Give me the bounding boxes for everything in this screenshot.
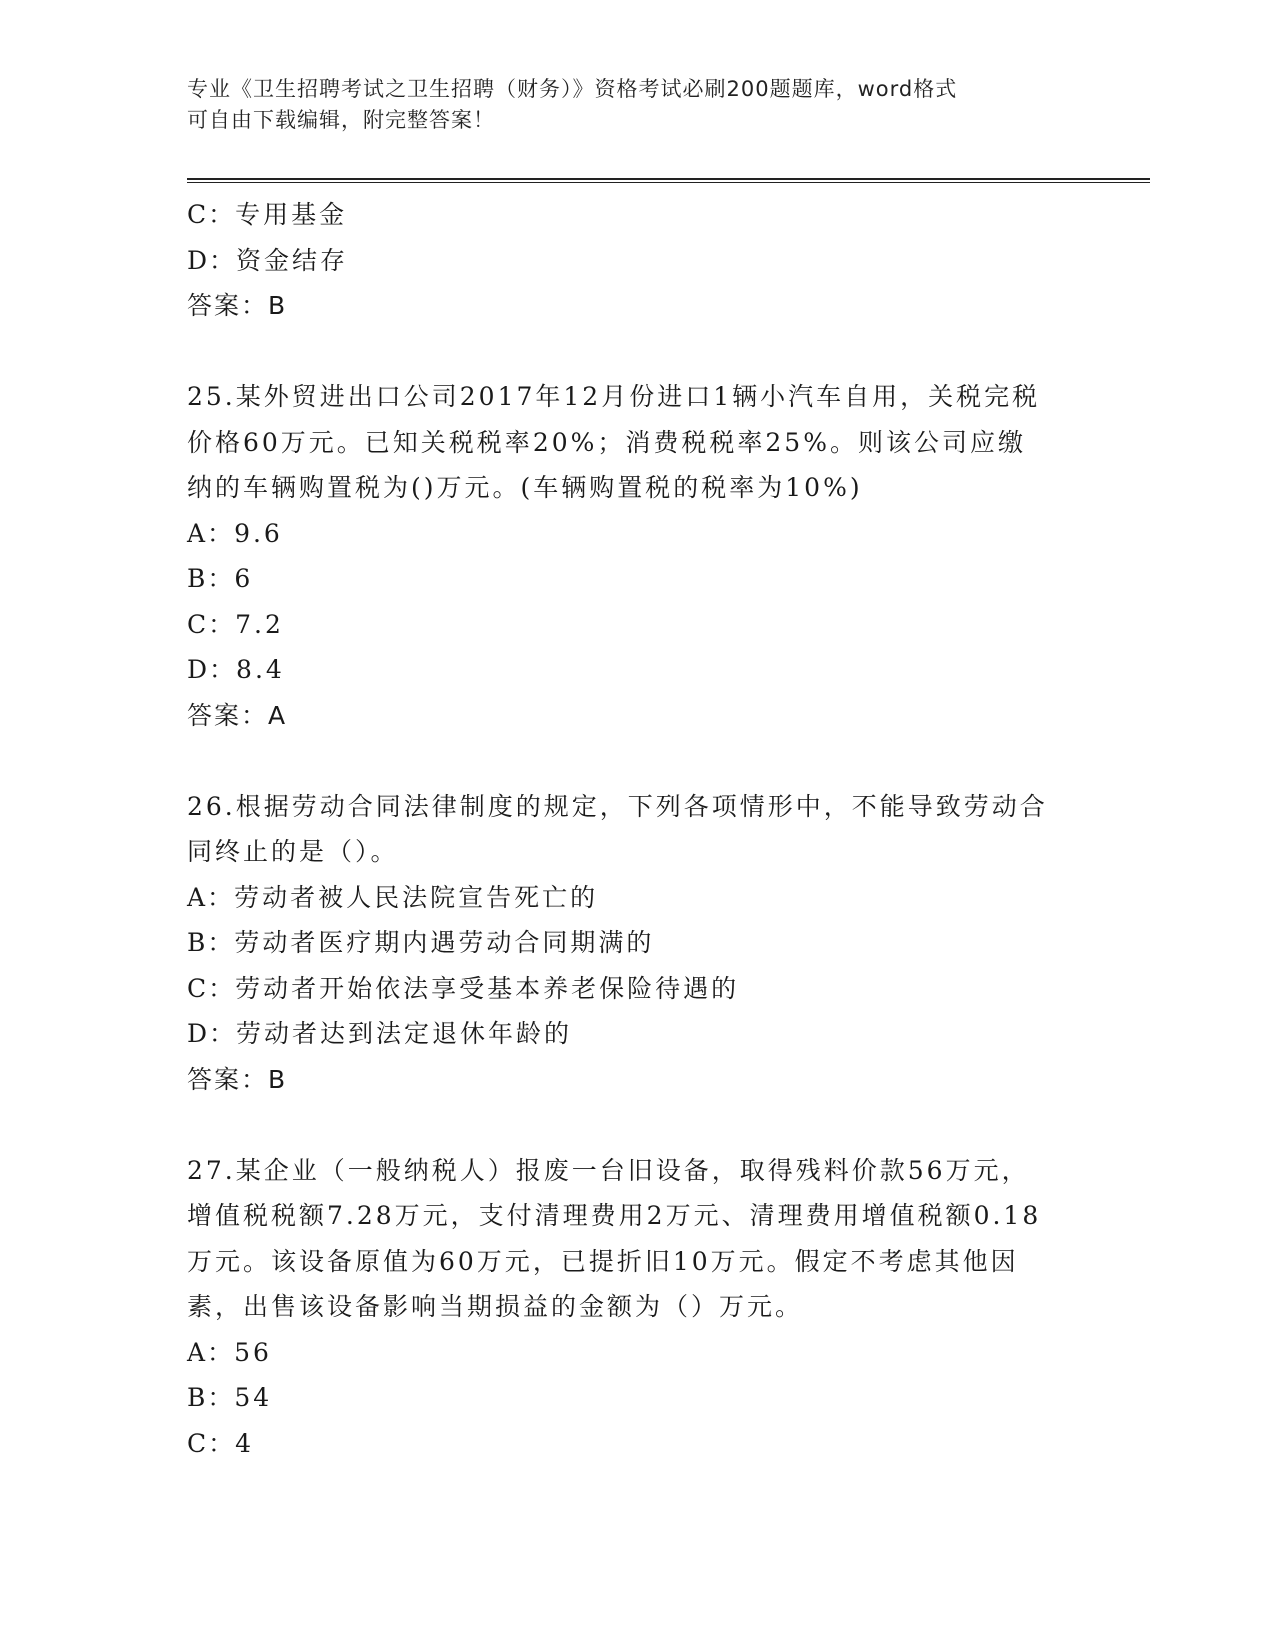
option-text: 4 — [235, 1428, 255, 1458]
option-line — [187, 238, 1087, 284]
option-line — [187, 1421, 1087, 1467]
option-line — [187, 1011, 1087, 1057]
question-stem-line: 增值税税额7.28万元，支付清理费用2万元、清理费用增值税额0.18 — [187, 1201, 1042, 1230]
header-line-2: 可自由下载编辑，附完整答案！ — [187, 108, 495, 132]
question-stem-line: 27.某企业（一般纳税人）报废一台旧设备，取得残料价款56万元， — [187, 1155, 1030, 1185]
header-line-1: 专业《卫生招聘考试之卫生招聘（财务）》资格考试必刷200题题库，word格式 — [187, 77, 958, 101]
option-label: B： — [187, 564, 235, 593]
spacer — [187, 1102, 1087, 1148]
option-label: C： — [187, 200, 236, 229]
option-label: D： — [187, 1019, 237, 1048]
option-text: 6 — [234, 564, 254, 593]
option-line — [187, 647, 1087, 693]
option-line — [187, 602, 1087, 648]
previous-question-tail — [187, 192, 1087, 329]
question-stem-line: 26.根据劳动合同法律制度的规定，下列各项情形中，不能导致劳动合 — [187, 791, 1048, 821]
option-text: 9.6 — [234, 518, 283, 548]
question-stem-line: 25.某外贸进出口公司2017年12月份进口1辆小汽车自用，关税完税 — [187, 382, 1041, 411]
option-text: 54 — [234, 1383, 273, 1412]
option-text: 劳动者达到法定退休年龄的 — [236, 1019, 573, 1048]
option-line — [187, 966, 1087, 1012]
option-line — [187, 875, 1087, 921]
option-text: 7.2 — [235, 609, 284, 639]
page-header — [187, 74, 1067, 136]
option-label: C： — [187, 973, 236, 1003]
option-line — [187, 1375, 1087, 1421]
option-line — [187, 1330, 1087, 1376]
answer-line: 答案：A — [187, 700, 288, 730]
question-stem-line: 价格60万元。已知关税税率20%；消费税税率25%。则该公司应缴 — [187, 427, 1026, 457]
spacer — [187, 738, 1087, 784]
option-label: D： — [187, 245, 237, 275]
question-stem-line: 素，出售该设备影响当期损益的金额为（）万元。 — [187, 1292, 804, 1321]
option-label: A： — [187, 882, 235, 912]
question-stem-line: 同终止的是（）。 — [187, 837, 399, 866]
option-text: 资金结存 — [236, 245, 349, 275]
option-text: 劳动者医疗期内遇劳动合同期满的 — [234, 928, 655, 957]
spacer — [187, 329, 1087, 375]
question-26 — [187, 784, 1087, 1103]
question-25 — [187, 374, 1087, 738]
option-label: A： — [187, 1337, 235, 1367]
question-content — [187, 192, 1087, 1466]
question-stem-line: 纳的车辆购置税为()万元。(车辆购置税的税率为10%) — [187, 473, 863, 502]
option-line — [187, 556, 1087, 602]
option-text: 56 — [234, 1337, 272, 1367]
option-text: 8.4 — [236, 655, 285, 684]
option-label: C： — [187, 1428, 236, 1458]
option-line — [187, 192, 1087, 238]
answer-line: 答案：B — [187, 291, 288, 320]
option-line — [187, 511, 1087, 557]
option-label: D： — [187, 655, 237, 684]
question-27 — [187, 1148, 1087, 1467]
option-text: 劳动者被人民法院宣告死亡的 — [234, 882, 599, 912]
option-text: 劳动者开始依法享受基本养老保险待遇的 — [235, 973, 740, 1003]
option-text: 专用基金 — [235, 200, 348, 229]
header-divider — [187, 178, 1150, 183]
option-label: A： — [187, 518, 235, 548]
question-stem-line: 万元。该设备原值为60万元，已提折旧10万元。假定不考虑其他因 — [187, 1246, 1019, 1276]
option-line — [187, 920, 1087, 966]
option-label: B： — [187, 1383, 235, 1412]
option-label: C： — [187, 609, 236, 639]
answer-line: 答案：B — [187, 1064, 288, 1094]
option-label: B： — [187, 928, 235, 957]
